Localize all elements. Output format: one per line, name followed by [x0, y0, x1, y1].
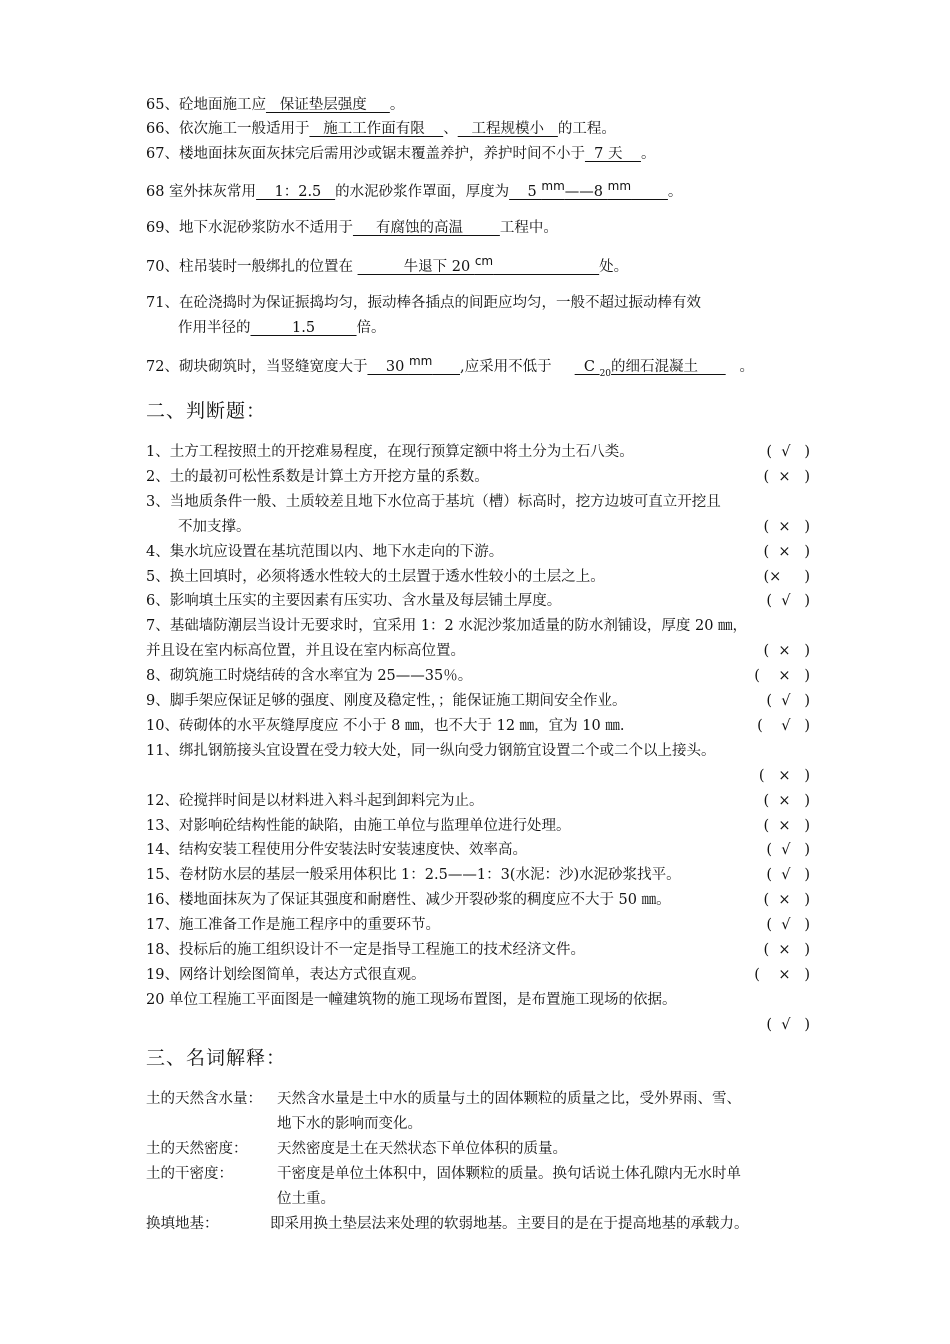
- question-text: 工程中。: [499, 220, 558, 236]
- answer-blank: [509, 179, 668, 200]
- judgement-item: [146, 591, 561, 611]
- judgement-item: [146, 542, 503, 562]
- answer-blank: 施工工作面有限: [309, 121, 444, 137]
- judgement-answer: ( × ): [763, 892, 810, 909]
- term-label: 土的天然密度：: [146, 1141, 248, 1157]
- subscript: 20: [599, 369, 612, 379]
- unit-label: cm: [474, 254, 494, 268]
- judgement-answer: ( × ): [763, 817, 810, 834]
- judgement-text: 不加支撑。: [178, 518, 251, 535]
- question-text: ,应采用不低于: [460, 359, 575, 375]
- judgement-answer: ( √ ): [766, 1016, 810, 1033]
- answer-part: 30: [367, 359, 409, 375]
- question-text: 70、柱吊装时一般绑扎的位置在: [146, 259, 358, 275]
- question-text: 68 室外抹灰常用: [146, 184, 257, 200]
- judgement-item: [146, 940, 585, 960]
- term-definition: 天然含水量是土中水的质量与土的固体颗粒的质量之比，受外界雨、雪、: [277, 1091, 741, 1107]
- answer-blank: 7 天: [584, 146, 641, 162]
- answer-blank: 有腐蚀的高温: [352, 220, 500, 236]
- judgement-text: 19、网络计划绘图简单，表达方式很直观。: [146, 966, 426, 983]
- judgement-text: 10、砖砌体的水平灰缝厚度应 不小于 8 ㎜，也不大于 12 ㎜，宜为 10 ㎜.: [146, 717, 625, 734]
- judgement-answer: ( √ ): [766, 593, 810, 610]
- question-text: 。: [640, 146, 656, 162]
- judgement-text: 4、集水坑应设置在基坑范围以内、地下水走向的下游。: [146, 543, 504, 560]
- judgement-answer: ( × ): [758, 767, 810, 784]
- question-text: 的工程。: [557, 121, 616, 137]
- answer-part: [432, 359, 460, 375]
- judgement-text: 1、土方工程按照土的开挖难易程度，在现行预算定额中将土分为土石八类。: [146, 444, 634, 460]
- unit-label: mm: [541, 179, 565, 193]
- judgement-item: [146, 915, 440, 935]
- question-67: [146, 144, 655, 164]
- judgement-item: [146, 492, 721, 512]
- judgement-answer: ( × ): [763, 468, 810, 485]
- judgement-text: 18、投标后的施工组织设计不一定是指导工程施工的技术经济文件。: [146, 942, 585, 958]
- judgement-text: 3、当地质条件一般、土质较差且地下水位高于基坑（槽）标高时，挖方边坡可直立开挖且: [146, 493, 721, 510]
- question-68: [146, 179, 683, 202]
- judgement-text: 7、基础墙防潮层当设计无要求时，宜采用 1：2 水泥沙浆加适量的防水剂铺设，厚度 20 ㎜，: [146, 618, 748, 635]
- judgement-answer: (× ): [763, 568, 810, 585]
- question-text: 69、地下水泥砂浆防水不适用于: [146, 220, 353, 236]
- answer-blank: 1：2.5: [256, 184, 336, 200]
- judgement-item: [146, 567, 605, 587]
- question-text: 。: [667, 184, 683, 200]
- judgement-answer: ( × ): [763, 942, 810, 958]
- judgement-item: [146, 816, 570, 836]
- judgement-answer: ( √ ): [757, 717, 810, 734]
- judgement-answer: ( √ ): [766, 917, 810, 934]
- judgement-item: [146, 616, 747, 636]
- judgement-text: 17、施工准备工作是施工程序中的重要环节。: [146, 917, 440, 934]
- answer-part: [631, 184, 668, 200]
- judgement-answer: ( × ): [763, 518, 810, 535]
- answer-blank: [574, 359, 726, 379]
- section-heading-judgement: 二、判断题：: [146, 400, 267, 422]
- answer-part: 5: [509, 184, 542, 200]
- judgement-answer: ( × ): [763, 643, 810, 660]
- term-label: 换填地基：: [146, 1216, 219, 1232]
- question-text: 作用半径的: [178, 320, 251, 336]
- judgement-text: 2、土的最初可松性系数是计算土方开挖方量的系数。: [146, 468, 489, 485]
- judgement-text: 15、卷材防水层的基层一般采用体积比 1：2.5——1：3(水泥：沙)水泥砂浆找平。: [146, 867, 681, 884]
- answer-blank: 保证垫层强度: [265, 97, 390, 113]
- question-71-line2: [178, 318, 386, 338]
- question-text: 处。: [599, 259, 629, 275]
- judgement-answer: ( × ): [754, 966, 810, 983]
- judgement-item: [146, 691, 626, 711]
- section-heading-terms: 三、名词解释：: [146, 1047, 287, 1069]
- term-definition: 干密度是单位土体积中，固体颗粒的质量。换句话说土体孔隙内无水时单: [277, 1166, 741, 1182]
- answer-part: C: [574, 359, 600, 375]
- judgement-text: 11、绑扎钢筋接头宜设置在受力较大处，同一纵向受力钢筋宜设置二个或二个以上接头。: [146, 742, 716, 759]
- judgement-text: 12、砼搅拌时间是以材料进入料斗起到卸料完为止。: [146, 792, 484, 809]
- answer-part: ——8: [564, 184, 608, 200]
- judgement-item: [146, 467, 489, 487]
- question-71-line1: [146, 293, 701, 313]
- question-text: 67、楼地面抹灰面灰抹完后需用沙或锯末覆盖养护，养护时间不小于: [146, 146, 585, 162]
- judgement-item: [146, 641, 465, 661]
- judgement-text: 5、换土回填时，必须将透水性较大的土层置于透水性较小的土层之上。: [146, 568, 605, 585]
- answer-part: 的细石混凝土: [611, 359, 726, 375]
- judgement-answer: ( √ ): [766, 867, 810, 884]
- question-text: 65、砼地面施工应: [146, 97, 266, 113]
- unit-label: mm: [607, 179, 632, 193]
- judgement-text: 14、结构安装工程使用分件安装法时安装速度快、效率高。: [146, 842, 527, 859]
- question-70: [146, 254, 629, 277]
- judgement-item: [146, 442, 634, 462]
- term-definition: 位土重。: [277, 1191, 335, 1207]
- judgement-answer: ( √ ): [766, 842, 810, 859]
- answer-blank: [367, 354, 460, 375]
- judgement-answer: ( × ): [763, 792, 810, 809]
- answer-part: 牛退下 20: [357, 259, 475, 275]
- judgement-item: [146, 990, 677, 1010]
- question-text: 66、依次施工一般适用于: [146, 121, 310, 137]
- judgement-item: [146, 716, 624, 736]
- judgement-answer: ( × ): [763, 543, 810, 560]
- answer-part: [493, 259, 599, 275]
- term-definition: 即采用换土垫层法来处理的软弱地基。主要目的是在于提高地基的承载力。: [270, 1216, 749, 1232]
- term-label: 土的天然含水量：: [146, 1091, 262, 1107]
- question-text: 倍。: [356, 320, 386, 336]
- answer-blank: [357, 254, 600, 275]
- judgement-item: [146, 865, 681, 885]
- judgement-answer: ( √ ): [766, 444, 810, 460]
- question-text: 。: [389, 97, 405, 113]
- question-text: 。: [725, 359, 755, 375]
- judgement-text: 20 单位工程施工平面图是一幢建筑物的施工现场布置图，是布置施工现场的依据。: [146, 991, 677, 1008]
- judgement-text: 6、影响填土压实的主要因素有压实功、含水量及每层铺土厚度。: [146, 593, 562, 610]
- term-definition: 天然密度是土在天然状态下单位体积的质量。: [277, 1141, 567, 1157]
- judgement-item: [178, 517, 251, 537]
- judgement-item: [146, 741, 715, 761]
- judgement-text: 13、对影响砼结构性能的缺陷，由施工单位与监理单位进行处理。: [146, 817, 571, 834]
- judgement-item: [146, 840, 527, 860]
- answer-blank: 1.5: [250, 320, 357, 336]
- judgement-answer: ( × ): [754, 668, 810, 685]
- answer-blank: 工程规模小: [457, 121, 558, 137]
- question-text: 的水泥砂浆作罩面，厚度为: [335, 184, 510, 200]
- judgement-text: 并且设在室内标高位置，并且设在室内标高位置。: [146, 643, 465, 660]
- judgement-answer: ( √ ): [766, 693, 810, 709]
- judgement-text: 8、砌筑施工时烧结砖的含水率宜为 25——35％。: [146, 668, 473, 685]
- judgement-text: 16、楼地面抹灰为了保证其强度和耐磨性、减少开裂砂浆的稠度应不大于 50 ㎜。: [146, 892, 671, 909]
- judgement-text: 9、脚手架应保证足够的强度、刚度及稳定性，；能保证施工期间安全作业。: [146, 693, 627, 709]
- question-69: [146, 218, 558, 238]
- question-65: [146, 95, 404, 115]
- question-text: 71、在砼浇捣时为保证振捣均匀，振动棒各插点的间距应均匀，一般不超过振动棒有效: [146, 295, 701, 311]
- term-label: 土的干密度：: [146, 1166, 233, 1182]
- question-66: [146, 119, 616, 139]
- question-72: [146, 354, 755, 379]
- term-definition: 地下水的影响而变化。: [277, 1116, 422, 1132]
- question-text: 72、砌块砌筑时，当竖缝宽度大于: [146, 359, 368, 375]
- question-text: 、: [443, 121, 458, 137]
- judgement-item: [146, 965, 425, 985]
- judgement-item: [146, 890, 671, 910]
- unit-label: mm: [408, 354, 433, 368]
- judgement-item: [146, 666, 472, 686]
- judgement-item: [146, 791, 483, 811]
